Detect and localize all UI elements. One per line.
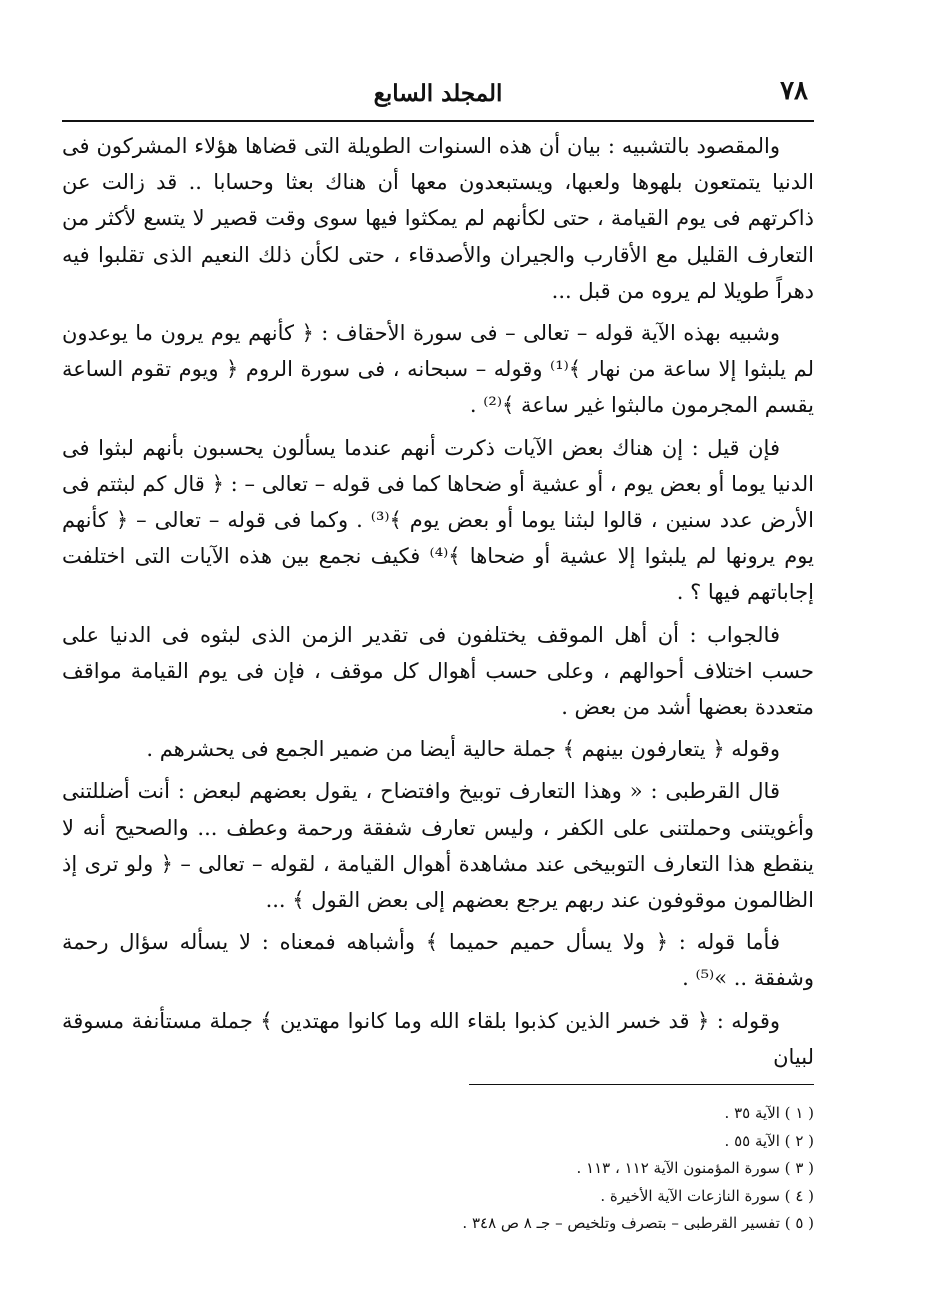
page-header	[62, 72, 814, 116]
footnote: ( ٢ ) الآية ٥٥ .	[724, 1131, 814, 1150]
page-number: ٧٨	[780, 76, 808, 106]
footnote: ( ٤ ) سورة النازعات الآية الأخيرة .	[600, 1186, 814, 1205]
paragraph: وشبيه بهذه الآية قوله – تعالى – فى سورة الأحقاف : ﴿ كأنهم يوم يرون ما يوعدون لم يلبثوا إلا ساعة من نهار ﴾⁽¹⁾ وقوله – سبحانه ، فى سورة الروم ﴿ ويوم تقوم الساعة يقسم المجرمون مالبثوا غير ساعة ﴾⁽²⁾ .	[62, 321, 815, 418]
paragraph: وقوله : ﴿ قد خسر الذين كذبوا بلقاء الله وما كانوا مهتدين ﴾ جملة مستأنفة مسوقة لبيان	[62, 1008, 814, 1069]
paragraph: قال القرطبى : « وهذا التعارف توبيخ وافتضاح ، يقول بعضهم لبعض : أنت أضللتنى وأغويتنى وحملتنى على الكفر ، وليس تعارف شفقة ورحمة وعطف ... والصحيح أنه لا ينقطع هذا التعارف التوبيخى عند مشاهدة أهوال القيامة ، لقوله – تعالى – ﴿ ولو ترى إذ الظالمون موقوفون عند ربهم يرجع بعضهم إلى بعض القول ﴾ ...	[62, 779, 814, 913]
paragraph: فأما قوله : ﴿ ولا يسأل حميم حميما ﴾ وأشباهه فمعناه : لا يسأله سؤال رحمة وشفقة .. »⁽⁵⁾ .	[62, 930, 814, 991]
paragraph: فإن قيل : إن هناك بعض الآيات ذكرت أنهم عندما يسألون يحسبون بأنهم لبثوا فى الدنيا يوما أو بعض يوم ، أو عشية أو ضحاها كما فى قوله – تعالى – : ﴿ قال كم لبثتم فى الأرض عدد سنين ، قالوا لبثنا يوما أو بعض يوم ﴾⁽³⁾ . وكما فى قوله – تعالى – ﴿ كأنهم يوم يرونها لم يلبثوا إلا عشية أو ضحاها ﴾⁽⁴⁾ فكيف نجمع بين هذه الآيات التى اختلفت إجاباتهم فيها ؟ .	[62, 435, 814, 605]
header-rule	[62, 120, 814, 122]
footnote: ( ١ ) الآية ٣٥ .	[724, 1104, 814, 1122]
footnote: ( ٣ ) سورة المؤمنون الآية ١١٢ ، ١١٣ .	[576, 1159, 814, 1177]
paragraph: فالجواب : أن أهل الموقف يختلفون فى تقدير الزمن الذى لبثوه فى الدنيا على حسب اختلاف أحوالهم ، وعلى حسب أهوال كل موقف ، فإن فى يوم القيامة مواقف متعددة بعضها أشد من بعض .	[62, 622, 814, 720]
footnotes	[114, 1100, 814, 1238]
paragraph: والمقصود بالتشبيه : بيان أن هذه السنوات الطويلة التى قضاها هؤلاء المشركون فى الدنيا يتمتعون بلهوها ولعبها، ويستبعدون معها أن هناك بعثا وحسابا .. قد زالت عن ذاكرتهم فى يوم القيامة ، حتى لكأنهم لم يمكثوا فيها سوى وقت قصير لا يتسع لأكثر من التعارف القليل مع الأقارب والجيران والأصدقاء ، حتى لكأن ذلك النعيم الذى تقلبوا فيه دهراً طويلا لم يروه من قبل ...	[62, 134, 814, 303]
paragraph: وقوله ﴿ يتعارفون بينهم ﴾ جملة حالية أيضا من ضمير الجمع فى يحشرهم .	[146, 737, 780, 762]
body-text	[62, 128, 814, 1081]
footnote: ( ٥ ) تفسير القرطبى – بتصرف وتلخيص – جـ ٨ ص ٣٤٨ .	[462, 1214, 814, 1232]
footnote-rule	[469, 1084, 814, 1085]
running-title: المجلد السابع	[373, 80, 503, 107]
